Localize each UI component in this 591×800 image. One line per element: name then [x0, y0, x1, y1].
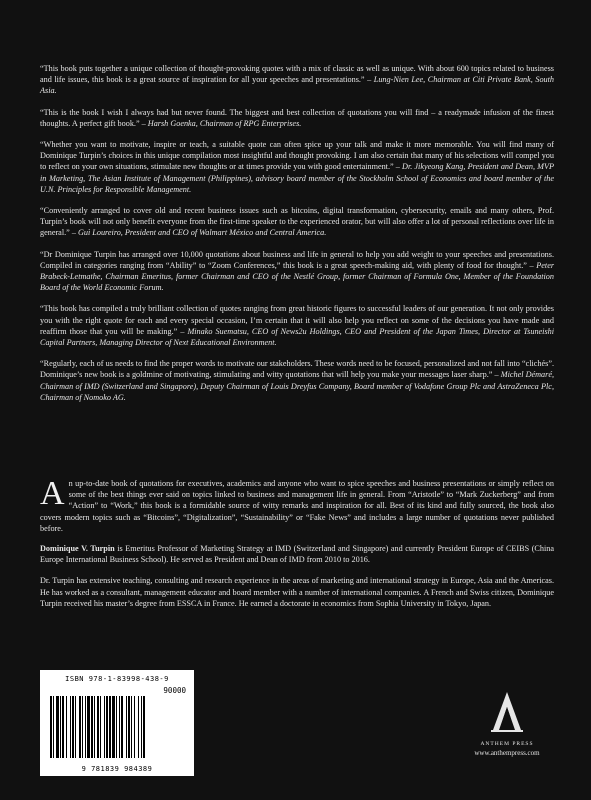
- drop-cap: A: [40, 475, 65, 512]
- quote-text: “Regularly, each of us needs to find the proper words to motivate our stakeholders. These words need to be focused, personalized and not fall into “clichés”. Dominique’s new book is a goldmine of motivating, stimulating and witty quotations that will help you make your messages laser sharp.” –: [40, 359, 554, 380]
- quote-2: [40, 107, 554, 129]
- quote-text: “Conveniently arranged to cover old and recent business issues such as bitcoins, digital transformation, cybersecurity, emails and many others, Prof. Turpin’s book will not only benefit everyone from the first-time speaker to the experienced orator, but will also offer a lot of personal reflections over life in general.” –: [40, 206, 554, 238]
- quote-text: “This is the book I wish I always had but never found. The biggest and best collection of quotations you will find – a readymade infusion of the finest thoughts. A perfect gift book.” –: [40, 107, 554, 128]
- quote-5: [40, 249, 554, 294]
- quote-text: “This book has compiled a truly brilliant collection of quotes ranging from great historic figures to successful leaders of our generation. It not only provides you with the right quote for each and every special occasion, I’m certain that it will also help you reflect on some of the decisions you have made and reaffirm those that you will be making.” –: [40, 304, 554, 336]
- quote-1: [40, 63, 554, 97]
- description-text: n up-to-date book of quotations for executives, academics and anyone who want to spice speeches and business presentations or simply reflect on some of the best things ever said on topics linked to business and management life in general. From “Aristotle” to “Mark Zuckerberg” and from “Action” to “Work,” this book is a formidable source of witty remarks and inspiration for all. Best of its kind and fully sourced, the book also covers modern topics such as “Bitcoins”, “Digitalization”, “Sustainability” or “Fake News” and includes a large number of quotations never published before.: [40, 479, 554, 533]
- book-description: [40, 475, 554, 534]
- quote-attribution: Michel Démaré, Chairman of IMD (Switzerland and Singapore), Deputy Chairman of Louis Dreyfus Company, Board member of Vodafone Group Plc and AstraZeneca Plc, Chairman of Nomoko AG.: [40, 370, 555, 402]
- isbn-label: ISBN 978-1-83998-438-9: [65, 675, 169, 683]
- bio-text: is Emeritus Professor of Marketing Strategy at IMD (Switzerland and Singapore) and currently President Europe of CEIBS (China Europe International Business School). He served as President and Dean of IMD from 2010 to 2016.: [40, 544, 554, 565]
- quote-7: [40, 358, 554, 403]
- author-name: Dominique V. Turpin: [40, 544, 115, 553]
- quote-3: [40, 139, 554, 195]
- bio-paragraph-2: Dr. Turpin has extensive teaching, consulting and research experience in the areas of marketing and international strategy in Europe, Asia and the Americas. He has worked as a consultant, management educator and board member with a number of international companies. A French and Swiss citizen, Dominique Turpin received his master’s degree from ESSCA in France. He earned a doctorate in economics from Sophia University in Tokyo, Japan.: [40, 576, 554, 608]
- quote-text: “Whether you want to motivate, inspire or teach, a suitable quote can often spice up your talk and make it more memorable. You will find many of Dominique Turpin’s choices in this unique compilation most insightful and thought provoking. I am also certain that many of his selections will compel you to reflect on your own situations, stimulate new thoughts or at times provide you with good entertainment.” –: [40, 140, 554, 172]
- isbn-barcode: [40, 670, 194, 776]
- bio-paragraph-1: [40, 543, 554, 565]
- quote-attribution: Peter Brabeck-Letmathe, Chairman Emeritus, former Chairman and CEO of the Nestlé Group, former Chairman of Formula One, Member of the Foundation Board of the World Economic Forum.: [40, 260, 555, 293]
- publisher-block: [459, 690, 555, 757]
- quote-text: “Dr Dominique Turpin has arranged over 10,000 quotations about business and life in general to help you add weight to your speeches and presentations. Compiled in categories ranging from “Ability” to “Zoom Conferences,” this book is a great speech-making aid, with plenty of food for thought.” –: [40, 249, 554, 270]
- anthem-press-logo-icon: [490, 690, 524, 734]
- publisher-name: ANTHEM PRESS: [480, 741, 534, 747]
- quote-text: “This book puts together a unique collection of thought-provoking quotes with a mix of classic as well as unique. With about 600 topics related to business and life issues, this book is a great source of inspiration for all your speeches and presentations.” –: [40, 64, 554, 85]
- quote-attribution: Minako Suematsu, CEO of News2u Holdings, CEO and President of the Japan Times, Director at Tsuneishi Capital Partners, Managing Director of Next Educational Environment.: [40, 326, 555, 348]
- barcode-number: 9 781839 984389: [81, 765, 153, 773]
- quote-attribution: Guì Loureiro, President and CEO of Walmart México and Central America.: [77, 228, 327, 238]
- endorsement-quotes: [40, 63, 554, 413]
- quote-attribution: Dr. Jikyeong Kang, President and Dean, MVP in Marketing, The Asian Institute of Management (Philippines), advisory board member of the Stockholm School of Economics and board member of the U.N. Principles for Responsible Management.: [40, 162, 555, 194]
- quote-4: [40, 205, 554, 239]
- author-bio: [40, 543, 554, 619]
- price-code: 90000: [163, 686, 186, 695]
- quote-6: [40, 303, 554, 348]
- barcode-icon: [48, 696, 186, 758]
- quote-attribution: Harsh Goenka, Chairman of RPG Enterprises.: [147, 118, 302, 128]
- quote-attribution: Lung-Nien Lee, Chairman at Citi Private Bank, South Asia.: [40, 75, 555, 96]
- publisher-url: www.anthempress.com: [474, 749, 540, 757]
